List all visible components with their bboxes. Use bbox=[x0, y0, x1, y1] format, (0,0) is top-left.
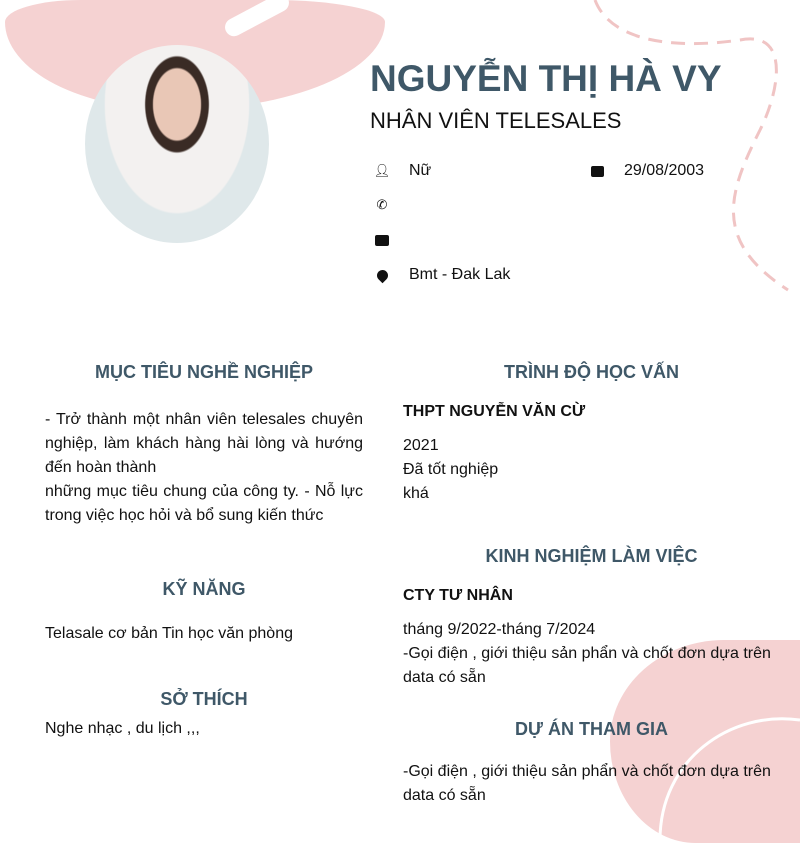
candidate-name: NGUYỄN THỊ HÀ VY bbox=[370, 58, 722, 99]
address-row bbox=[375, 266, 510, 284]
school-name: THPT NGUYỄN VĂN CỪ bbox=[403, 403, 586, 420]
education-status: Đã tốt nghiệp bbox=[403, 461, 499, 478]
education-heading: TRÌNH ĐỘ HỌC VẤN bbox=[504, 362, 679, 382]
job-title: NHÂN VIÊN TELESALES bbox=[370, 108, 622, 133]
education-year: 2021 bbox=[403, 437, 439, 454]
hobbies-text: Nghe nhạc , du lịch ,,, bbox=[45, 720, 200, 737]
projects-description: -Gọi điện , giới thiệu sản phẩn và chốt đơn dựa trên data có sẵn bbox=[403, 763, 771, 804]
person-icon: 👤︎ bbox=[373, 163, 391, 178]
email-row bbox=[375, 233, 409, 247]
gender-value: Nữ bbox=[409, 162, 432, 179]
objective-text: - Trở thành một nhân viên telesales chuyên nghiệp, làm khách hàng hài lòng và hướng đến hoàn thành những mục tiêu chung của công ty. - Nỗ lực trong việc học hỏi và bổ sung kiến thức bbox=[45, 411, 363, 524]
skills-heading: KỸ NĂNG bbox=[162, 579, 246, 599]
phone-row bbox=[375, 198, 409, 212]
birthdate-row bbox=[590, 162, 704, 180]
education-grade: khá bbox=[403, 485, 429, 502]
skills-text: Telasale cơ bản Tin học văn phòng bbox=[45, 625, 293, 642]
experience-period: tháng 9/2022-tháng 7/2024 bbox=[403, 621, 596, 638]
profile-photo bbox=[85, 45, 269, 243]
projects-heading: DỰ ÁN THAM GIA bbox=[515, 719, 668, 739]
decor-dashed-line bbox=[590, 0, 790, 300]
phone-icon: ✆ bbox=[376, 197, 388, 212]
address-value: Bmt - Đak Lak bbox=[409, 266, 511, 283]
map-pin-icon bbox=[375, 268, 389, 282]
objective-heading: MỤC TIÊU NGHỀ NGHIỆP bbox=[94, 362, 313, 382]
experience-description: -Gọi điện , giới thiệu sản phẩn và chốt đơn dựa trên data có sẵn bbox=[403, 645, 771, 686]
birthdate-value: 29/08/2003 bbox=[624, 162, 705, 179]
envelope-icon bbox=[375, 233, 389, 247]
experience-heading: KINH NGHIỆM LÀM VIỆC bbox=[485, 546, 698, 566]
hobbies-heading: SỞ THÍCH bbox=[160, 689, 248, 709]
gender-row bbox=[375, 162, 431, 180]
company-name: CTY TƯ NHÂN bbox=[403, 587, 513, 604]
calendar-icon bbox=[590, 164, 604, 178]
